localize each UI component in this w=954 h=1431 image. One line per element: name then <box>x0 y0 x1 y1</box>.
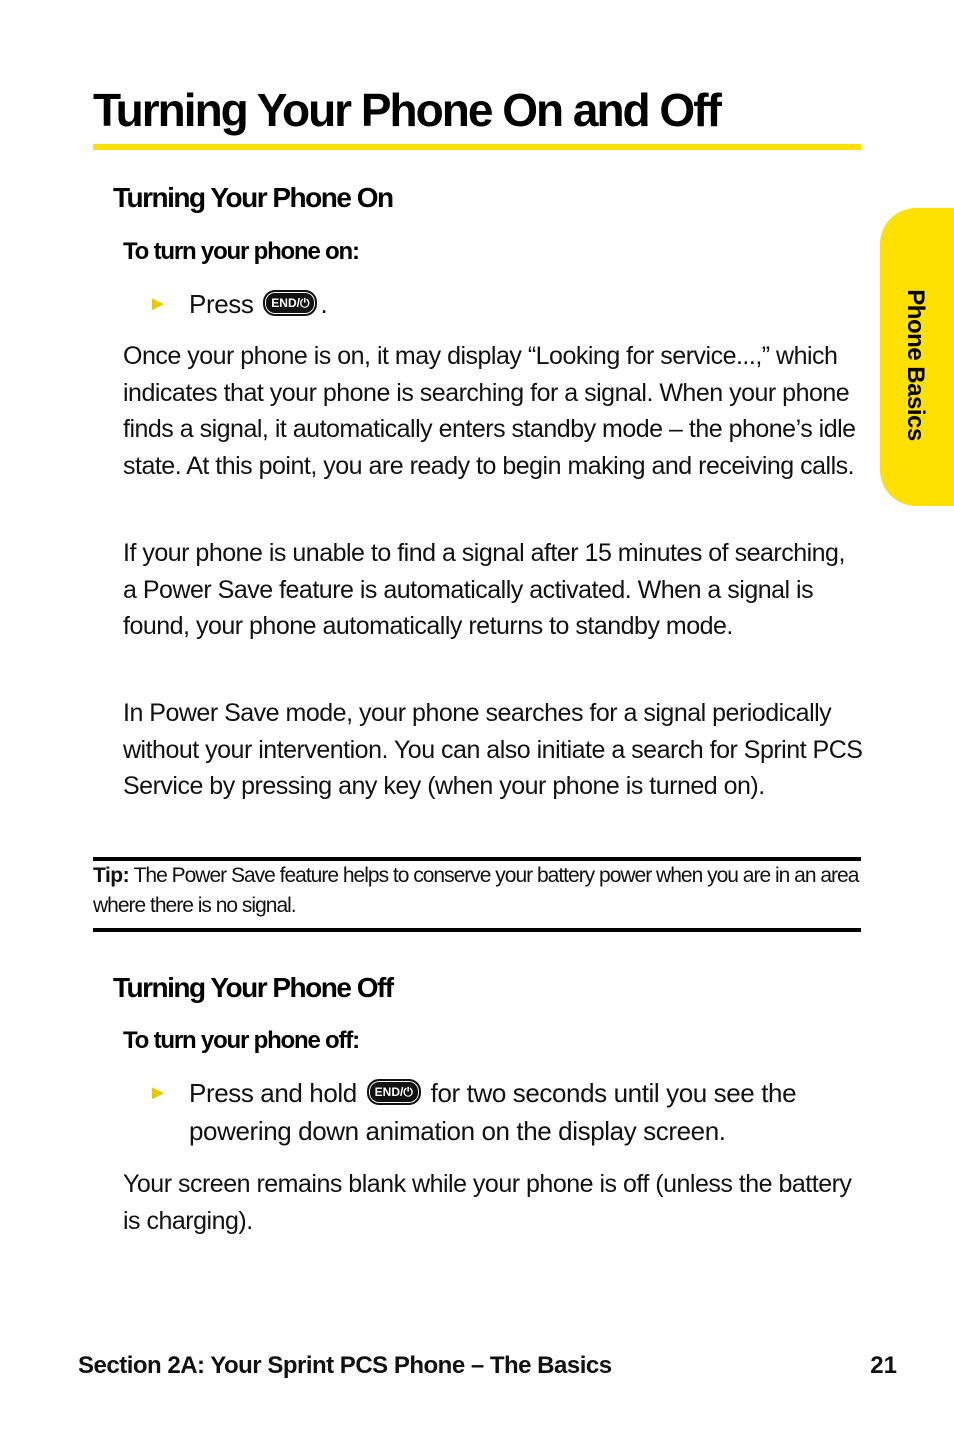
end-power-key-icon: END/⏻ <box>367 1079 421 1105</box>
tip-label: Tip: <box>93 864 130 887</box>
footer-section-title: Section 2A: Your Sprint PCS Phone – The Basics <box>78 1352 612 1379</box>
instruction-heading-off: To turn your phone off: <box>123 1027 359 1054</box>
step-text <box>189 285 860 323</box>
side-tab-label: Phone Basics <box>902 289 929 441</box>
step-period: . <box>320 289 328 319</box>
step-press-hold-label: Press and hold <box>189 1078 357 1108</box>
section-heading-on: Turning Your Phone On <box>113 182 393 213</box>
step-press-label: Press <box>189 289 254 319</box>
tip-box <box>93 861 861 921</box>
page-number: 21 <box>870 1352 897 1379</box>
step-text <box>189 1074 860 1150</box>
end-power-key-icon: END/⏻ <box>263 290 317 316</box>
instruction-heading-on: To turn your phone on: <box>123 238 359 265</box>
tip-bottom-rule <box>93 928 861 932</box>
section-heading-off: Turning Your Phone Off <box>113 972 393 1003</box>
step-rest-text: for two seconds until you see the powering down animation on the display screen. <box>189 1078 797 1146</box>
paragraph-looking-for-service: Once your phone is on, it may display “Looking for service...,” which indicates that your phone is searching for a signal. When your phone finds a signal, it automatically enters standby mode – the phone’s idle state. At this point, you are ready to begin making and receiving calls. <box>123 342 856 480</box>
title-underline <box>93 144 861 150</box>
paragraph-power-save-activation: If your phone is unable to find a signal after 15 minutes of searching, a Power Save feature is automatically activated. When a signal is found, your phone automatically returns to standby mode. <box>123 539 845 640</box>
paragraph-power-save-mode: In Power Save mode, your phone searches for a signal periodically without your intervention. You can also initiate a search for Sprint PCS Service by pressing any key (when your phone is turned on). <box>123 699 863 800</box>
tip-text: The Power Save feature helps to conserve your battery power when you are in an area where there is no signal. <box>93 864 859 917</box>
step-press-hold-end <box>148 1074 860 1150</box>
bullet-arrow-icon: ► <box>148 293 168 315</box>
paragraph-screen-blank: Your screen remains blank while your phone is off (unless the battery is charging). <box>123 1170 852 1235</box>
bullet-arrow-icon: ► <box>148 1082 168 1104</box>
step-press-end <box>148 285 860 323</box>
page-title: Turning Your Phone On and Off <box>93 84 720 136</box>
